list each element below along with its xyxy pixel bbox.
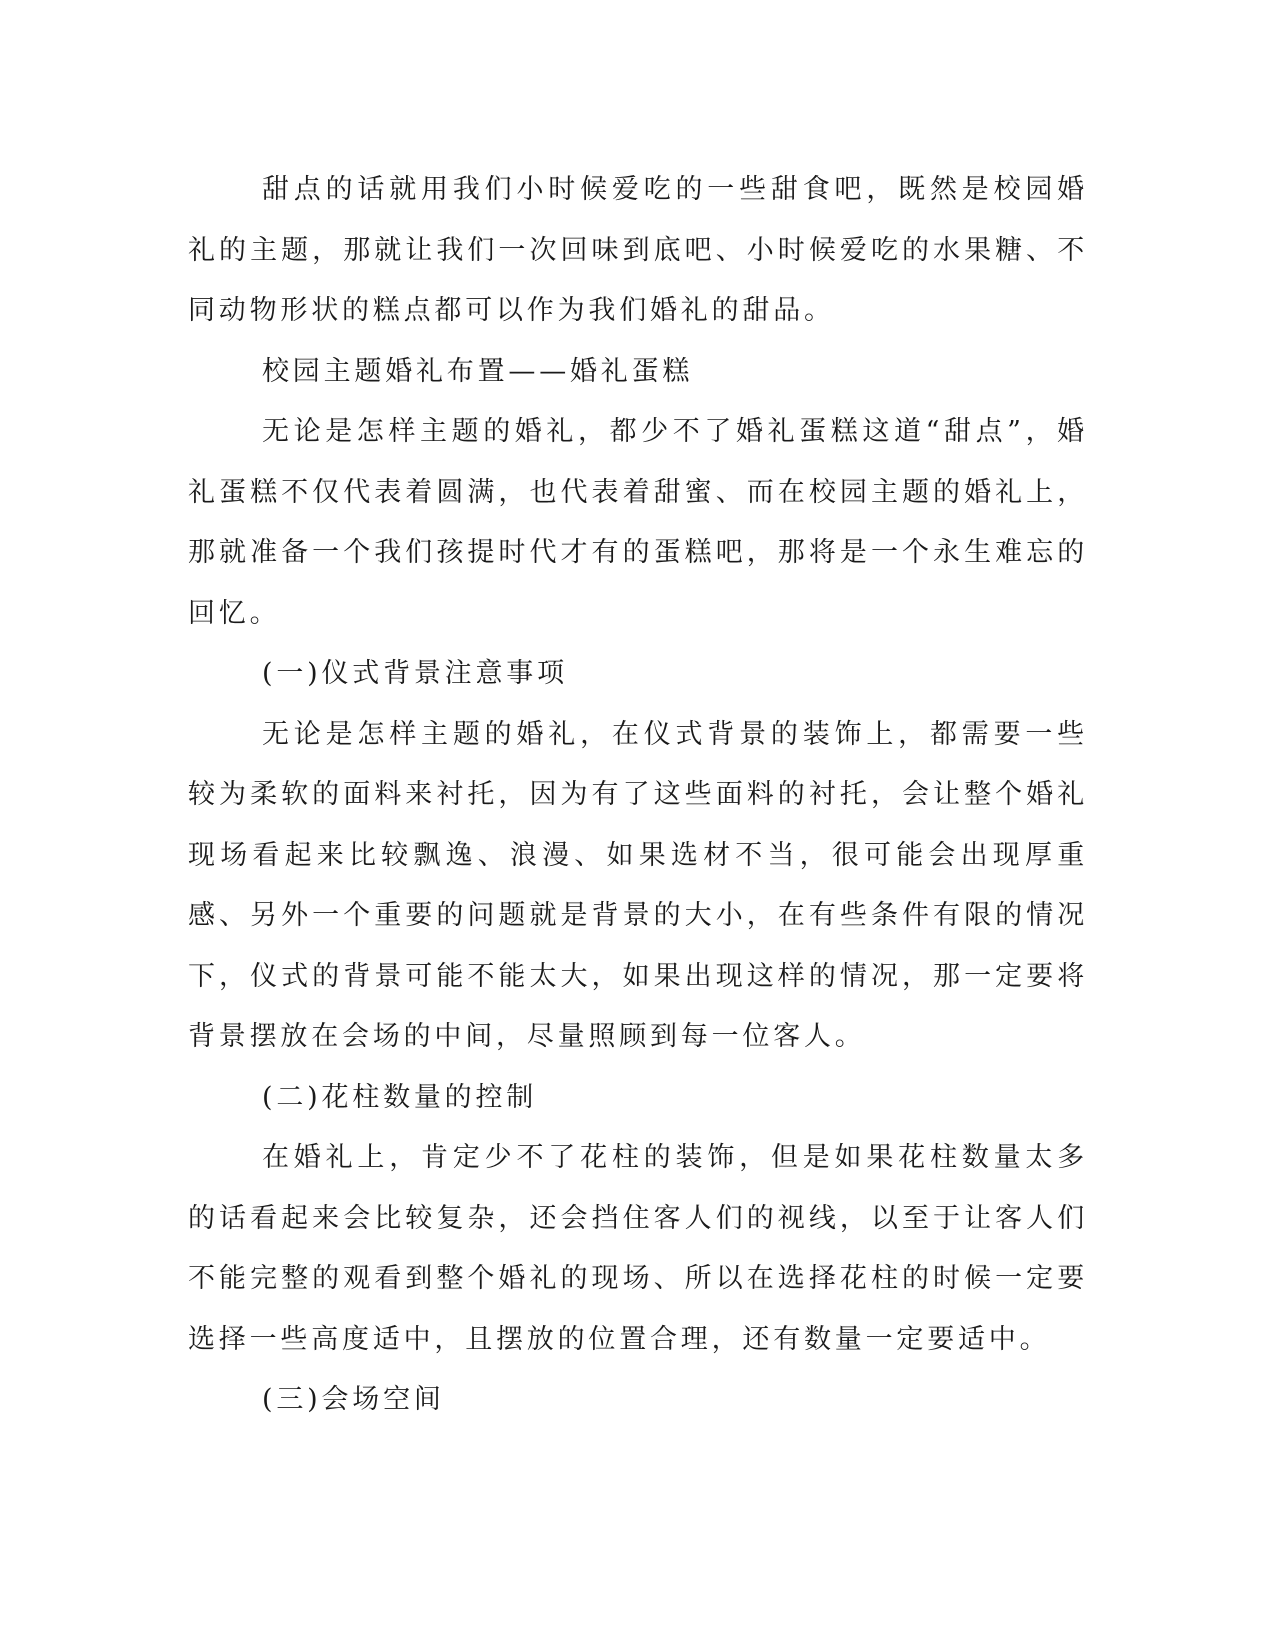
paragraph-wedding-cake: 无论是怎样主题的婚礼，都少不了婚礼蛋糕这道“甜点”，婚礼蛋糕不仅代表着圆满，也代表着甜蜜、而在校园主题的婚礼上，那就准备一个我们孩提时代才有的蛋糕吧，那将是一个永生难忘的回忆。 xyxy=(188,416,1088,629)
paragraph-dessert: 甜点的话就用我们小时候爱吃的一些甜食吧，既然是校园婚礼的主题，那就让我们一次回味到底吧、小时候爱吃的水果糖、不同动物形状的糕点都可以作为我们婚礼的甜品。 xyxy=(188,174,1088,326)
paragraph-ceremony-backdrop: 无论是怎样主题的婚礼，在仪式背景的装饰上，都需要一些较为柔软的面料来衬托，因为有了这些面料的衬托，会让整个婚礼现场看起来比较飘逸、浪漫、如果选材不当，很可能会出现厚重感、另外一个重要的问题就是背景的大小，在有些条件有限的情况下，仪式的背景可能不能太大，如果出现这样的情况，那一定要将背景摆放在会场的中间，尽量照顾到每一位客人。 xyxy=(188,718,1088,1052)
heading-ceremony-backdrop: (一)仪式背景注意事项 xyxy=(262,658,568,689)
document-body xyxy=(188,160,1088,1431)
heading-flower-pillars: (二)花柱数量的控制 xyxy=(262,1081,538,1113)
heading-wedding-cake: 校园主题婚礼布置——婚礼蛋糕 xyxy=(262,355,694,387)
heading-venue-space: (三)会场空间 xyxy=(262,1384,445,1415)
paragraph-flower-pillars: 在婚礼上，肯定少不了花柱的装饰，但是如果花柱数量太多的话看起来会比较复杂，还会挡住客人们的视线，以至于让客人们不能完整的观看到整个婚礼的现场、所以在选择花柱的时候一定要选择一些高度适中，且摆放的位置合理，还有数量一定要适中。 xyxy=(188,1142,1088,1355)
